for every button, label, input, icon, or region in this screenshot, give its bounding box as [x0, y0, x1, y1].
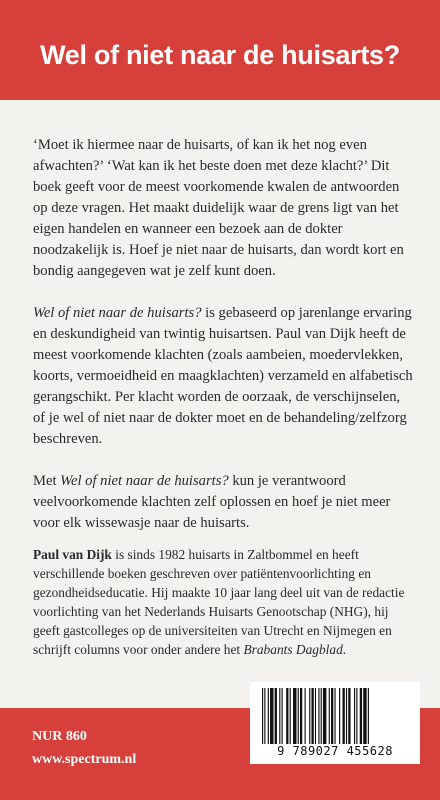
blurb-paragraph: [33, 471, 413, 534]
text-segment: is sinds 1982 huisarts in Zaltbommel en heeft verschillende boeken geschreven over patiëntenvoorlichting en gezondheidseducatie. Hij maakte 10 jaar lang deel uit van de redactie voorlichting van het Nederlands Huisarts Genootschap (NHG), hij geeft gastcolleges op de universiteiten van Utrecht en Nijmegen en schrijft columns voor onder andere het: [33, 547, 405, 657]
author-bio: [33, 545, 413, 659]
blurb-paragraph: [33, 303, 413, 450]
text-segment: ‘Moet ik hiermee naar de huisarts, of kan ik het nog even afwachten?’ ‘Wat kan ik het beste doen met deze klacht?’ Dit boek geeft voor de meest voorkomende kwalen de antwoorden op deze vragen. Het maakt duidelijk waar de grens ligt van het eigen handelen en wanneer een bezoek aan de dokter noodzakelijk is. Hoef je niet naar de huisarts, dan wordt kort en bondig aangegeven wat je zelf kunt doen.: [33, 137, 404, 279]
text-segment: kun je verantwoord veelvoorkomende klachten zelf oplossen en hoef je niet meer voor elk wissewasje naar de huisarts.: [33, 473, 391, 531]
blurb-paragraph: [33, 135, 413, 282]
text-segment: Wel of niet naar de huisarts?: [33, 305, 202, 321]
text-segment: Brabants Dagblad: [243, 642, 343, 657]
isbn-barcode: [250, 682, 420, 764]
text-segment: Wel of niet naar de huisarts?: [60, 473, 229, 489]
text-segment: .: [342, 642, 347, 657]
blurb: [33, 135, 413, 555]
text-segment: is gebaseerd op jarenlange ervaring en deskundigheid van twintig huisartsen. Paul van Dijk heeft de meest voorkomende klachten (zoals aambeien, moedervlekken, koorts, vermoeidheid en maagklachten) verzameld en alfabetisch gerangschikt. Per klacht worden de oorzaak, de verschijnselen, of je wel of niet naar de dokter moet en de behandeling/zelfzorg beschreven.: [33, 305, 413, 447]
publisher-website: www.spectrum.nl: [32, 752, 137, 767]
text-segment: Paul van Dijk: [33, 547, 112, 562]
isbn-number: 9 789027 455628: [277, 744, 393, 758]
barcode-bars: [260, 688, 410, 744]
book-title: Wel of niet naar de huisarts?: [40, 40, 400, 70]
nur-code: NUR 860: [32, 729, 87, 744]
text-segment: Met: [33, 473, 61, 489]
